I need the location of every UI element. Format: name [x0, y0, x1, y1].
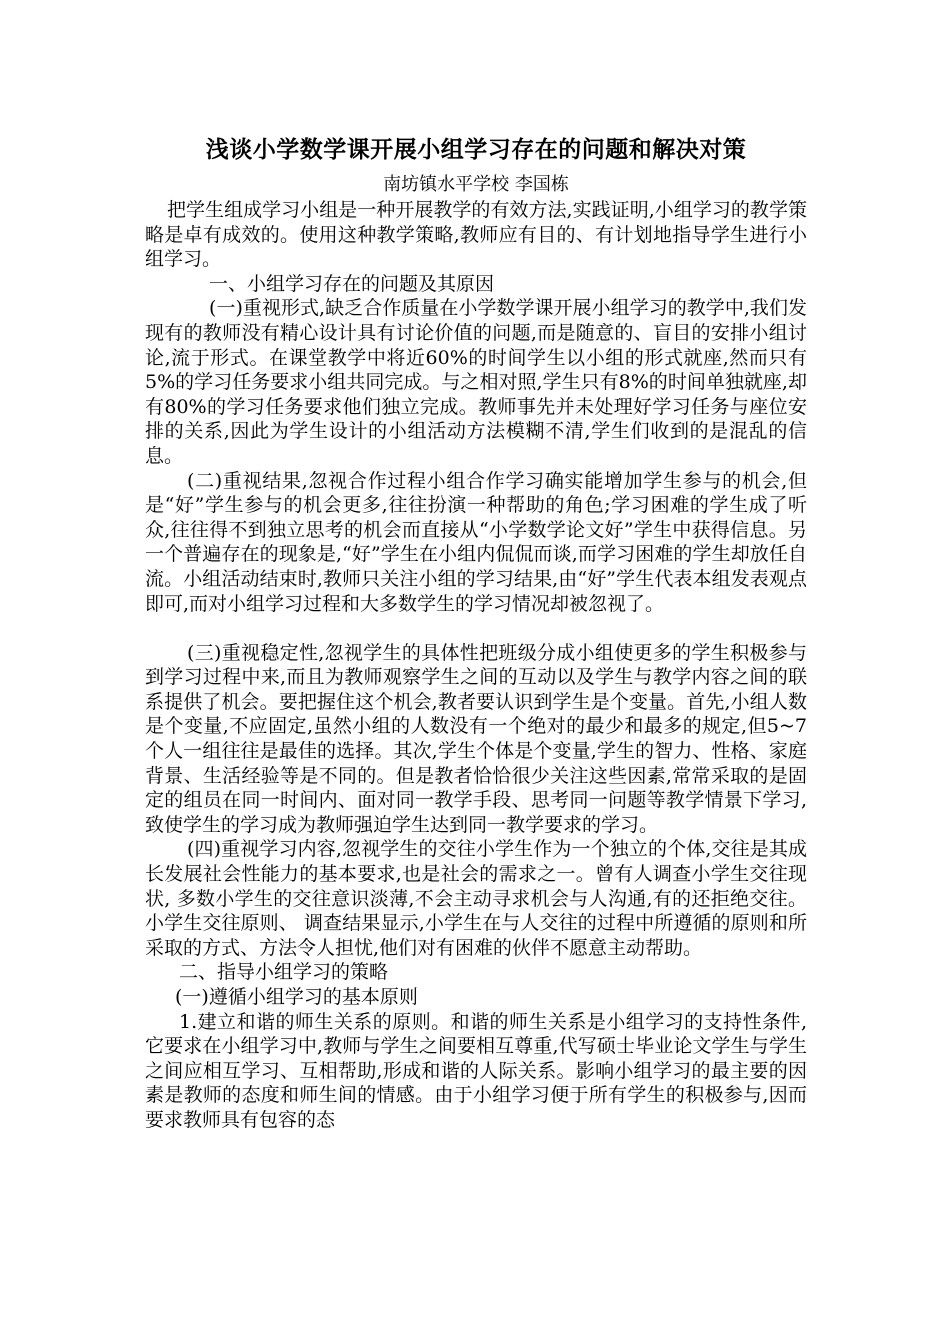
paragraph-problem-3: (三)重视稳定性,忽视学生的具体性把班级分成小组使更多的学生积极参与到学习过程中来,而且为教师观察学生之间的互动以及学生与教学内容之间的联系提供了机会。要把握住这个机会,教者要认识到学生是个变量。首先,小组人数是个变量,不应固定,虽然小组的人数没有一个绝对的最少和最多的规定,但5~7个人一组往往是最佳的选择。其次,学生个体是个变量,学生的智力、性格、家庭背景、生活经验等是不同的。但是教者恰恰很少关注这些因素,常常采取的是固定的组员在同一时间内、面对同一教学手段、思考同一问题等教学情景下学习,致使学生的学习成为教师强迫学生达到同一教学要求的学习。 — [145, 641, 807, 836]
subsection-heading-1: (一)遵循小组学习的基本原则 — [175, 986, 418, 1008]
section-heading-1: 一、小组学习存在的问题及其原因 — [209, 272, 495, 295]
paragraph-intro: 把学生组成学习小组是一种开展教学的有效方法,实践证明,小组学习的教学策略是卓有成效的。使用这种教学策略,教师应有目的、有计划地指导学生进行小组学习。 — [145, 199, 807, 271]
blank-line — [145, 616, 807, 641]
paragraph-problem-4: (四)重视学习内容,忽视学生的交往小学生作为一个独立的个体,交往是其成长发展社会性能力的基本要求,也是社会的需求之一。曾有人调查小学生交往现状, 多数小学生的交往意识淡薄,不会主动寻求机会与人沟通,有的还拒绝交往。小学生交往原则、 调查结果显示,小学生在与人交往的过程中所遵循的原则和所采取的方式、方法令人担忧,他们对有困难的伙伴不愿意主动帮助。 — [145, 838, 807, 959]
document-page — [145, 128, 807, 1133]
paragraph-problem-2: (二)重视结果,忽视合作过程小组合作学习确实能增加学生参与的机会,但是“好”学生参与的机会更多,往往扮演一种帮助的角色;学习困难的学生成了听众,往往得不到独立思考的机会而直接从“小学数学论文好”学生中获得信息。另一个普遍存在的现象是,“好”学生在小组内侃侃而谈,而学习困难的学生却放任自流。小组活动结束时,教师只关注小组的学习结果,由“好”学生代表本组发表观点即可,而对小组学习过程和大多数学生的学习情况却被忽视了。 — [145, 469, 807, 615]
paragraph-strategy-1: 1.建立和谐的师生关系的原则。和谐的师生关系是小组学习的支持性条件,它要求在小组学习中,教师与学生之间要相互尊重,代写硕士毕业论文学生与学生之间应相互学习、互相帮助,形成和谐的人际关系。影响小组学习的最主要的因素是教师的态度和师生间的情感。由于小组学习便于所有学生的积极参与,因而要求教师具有包容的态 — [145, 1010, 807, 1131]
document-author: 南坊镇水平学校 李国栋 — [383, 174, 569, 195]
section-heading-2: 二、指导小组学习的策略 — [179, 961, 389, 984]
document-title: 浅谈小学数学课开展小组学习存在的问题和解决对策 — [205, 137, 747, 163]
paragraph-problem-1: (一)重视形式,缺乏合作质量在小学数学课开展小组学习的教学中,我们发现有的教师没有精心设计具有讨论价值的问题,而是随意的、盲目的安排小组讨论,流于形式。在课堂教学中将近60%的时间学生以小组的形式就座,然而只有5%的学习任务要求小组共同完成。与之相对照,学生只有8%的时间单独就座,却有80%的学习任务要求他们独立完成。教师事先并未处理好学习任务与座位安排的关系,因此为学生设计的小组活动方法模糊不清,学生们收到的是混乱的信息。 — [145, 297, 807, 467]
